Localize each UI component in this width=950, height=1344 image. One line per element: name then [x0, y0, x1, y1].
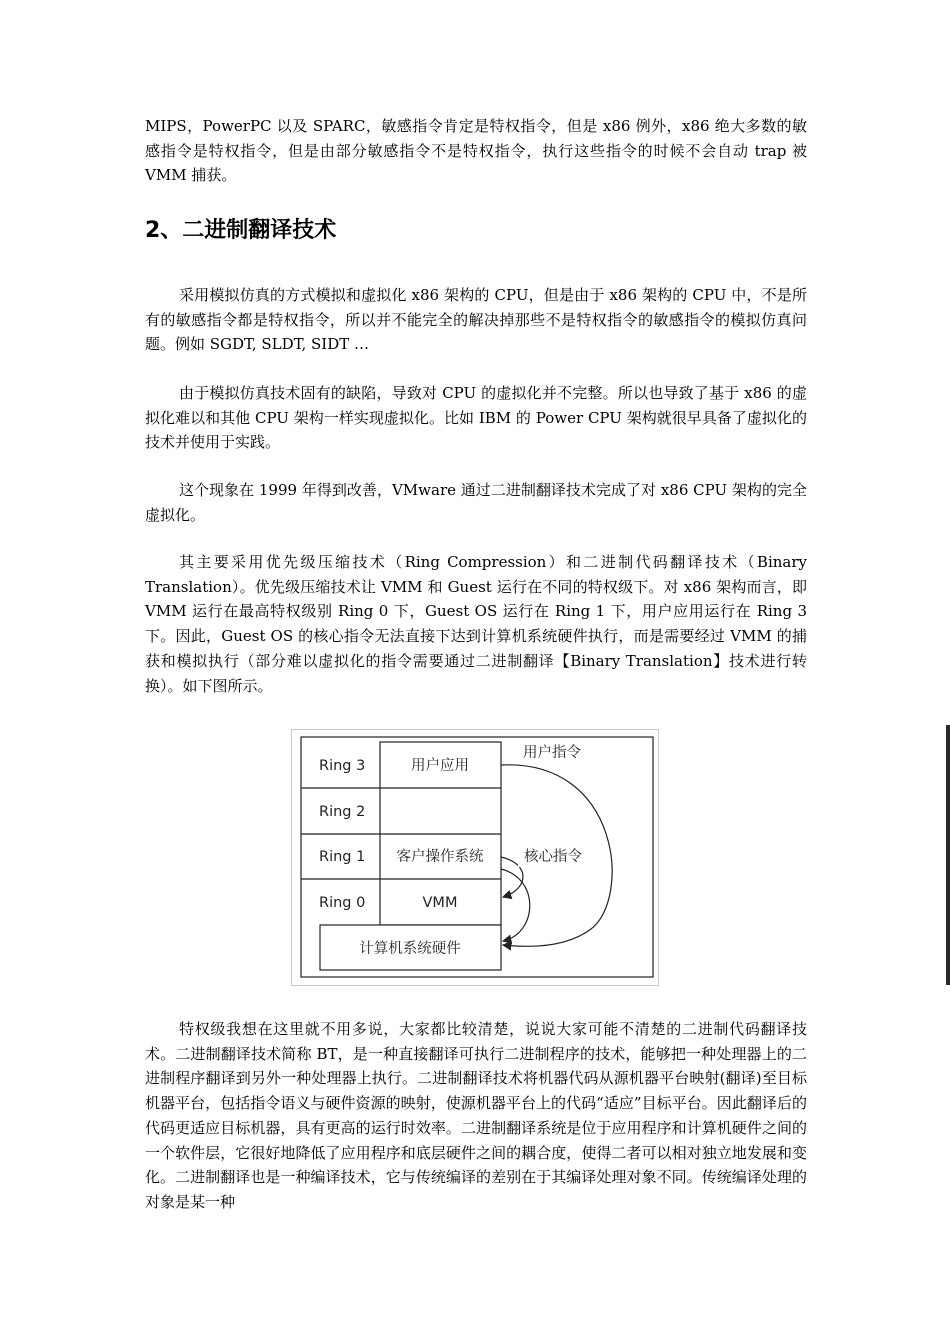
ring-diagram [291, 729, 659, 986]
paragraph-sensitive-instructions: MIPS，PowerPC 以及 SPARC，敏感指令肯定是特权指令，但是 x86 例外，x86 绝大多数的敏感指令是特权指令，但是由部分敏感指令不是特权指令，执行这些指令的时候不会自动 trap 被 VMM 捕获。 [145, 117, 807, 185]
guest-os-label: 客户操作系统 [396, 849, 484, 865]
paragraph-defects: 由于模拟仿真技术固有的缺陷，导致对 CPU 的虚拟化并不完整。所以也导致了基于 x86 的虚拟化难以和其他 CPU 架构一样实现虚拟化。比如 IBM 的 Power CPU 架构就很早具备了虚拟化的技术并使用于实践。 [145, 384, 807, 452]
section-heading: 2、二进制翻译技术 [145, 218, 337, 243]
ring3-label: Ring 3 [319, 758, 366, 774]
paragraph-emulation: 采用模拟仿真的方式模拟和虚拟化 x86 架构的 CPU，但是由于 x86 架构的 CPU 中，不是所有的敏感指令都是特权指令，所以并不能完全的解决掉那些不是特权指令的敏感指令的模拟仿真问题。例如 SGDT, SLDT, SIDT … [145, 286, 807, 354]
vmm-label: VMM [422, 895, 458, 911]
paragraph-vmware-1999: 这个现象在 1999 年得到改善，VMware 通过二进制翻译技术完成了对 x86 CPU 架构的完全虚拟化。 [145, 481, 807, 524]
ring1-label: Ring 1 [319, 849, 366, 865]
ring2-label: Ring 2 [319, 804, 366, 820]
kernel-instruction-label: 核心指令 [524, 849, 582, 865]
user-instruction-label: 用户指令 [523, 745, 581, 761]
page-edge-shadow [946, 725, 950, 985]
hardware-label: 计算机系统硬件 [359, 941, 461, 957]
paragraph-ring-compression: 其主要采用优先级压缩技术（Ring Compression）和二进制代码翻译技术（Binary Translation）。优先级压缩技术让 VMM 和 Guest 运行在不同的特权级下。对 x86 架构而言，即 VMM 运行在最高特权级别 Ring 0 下，Guest OS 运行在 Ring 1 下，用户应用运行在 Ring 3 下。因此，Guest OS 的核心指令无法直接下达到计算机系统硬件执行，而是需要经过 VMM 的捕获和模拟执行（部分难以虚拟化的指令需要通过二进制翻译【Binary Translation】技术进行转换）。如下图所示。 [145, 553, 807, 695]
paragraph-binary-translation: 特权级我想在这里就不用多说，大家都比较清楚，说说大家可能不清楚的二进制代码翻译技术。二进制翻译技术简称 BT，是一种直接翻译可执行二进制程序的技术，能够把一种处理器上的二进制程序翻译到另外一种处理器上执行。二进制翻译技术将机器代码从源机器平台映射(翻译)至目标机器平台，包括指令语义与硬件资源的映射，使源机器平台上的代码“适应”目标平台。因此翻译后的代码更适应目标机器，具有更高的运行时效率。二进制翻译系统是位于应用程序和计算机硬件之间的一个软件层，它很好地降低了应用程序和底层硬件之间的耦合度，使得二者可以相对独立地发展和变化。二进制翻译也是一种编译技术，它与传统编译的差别在于其编译处理对象不同。传统编译处理的对象是某一种 [145, 1020, 807, 1211]
user-app-label: 用户应用 [411, 758, 469, 774]
ring-diagram-figure [291, 729, 659, 986]
ring0-label: Ring 0 [319, 895, 366, 911]
